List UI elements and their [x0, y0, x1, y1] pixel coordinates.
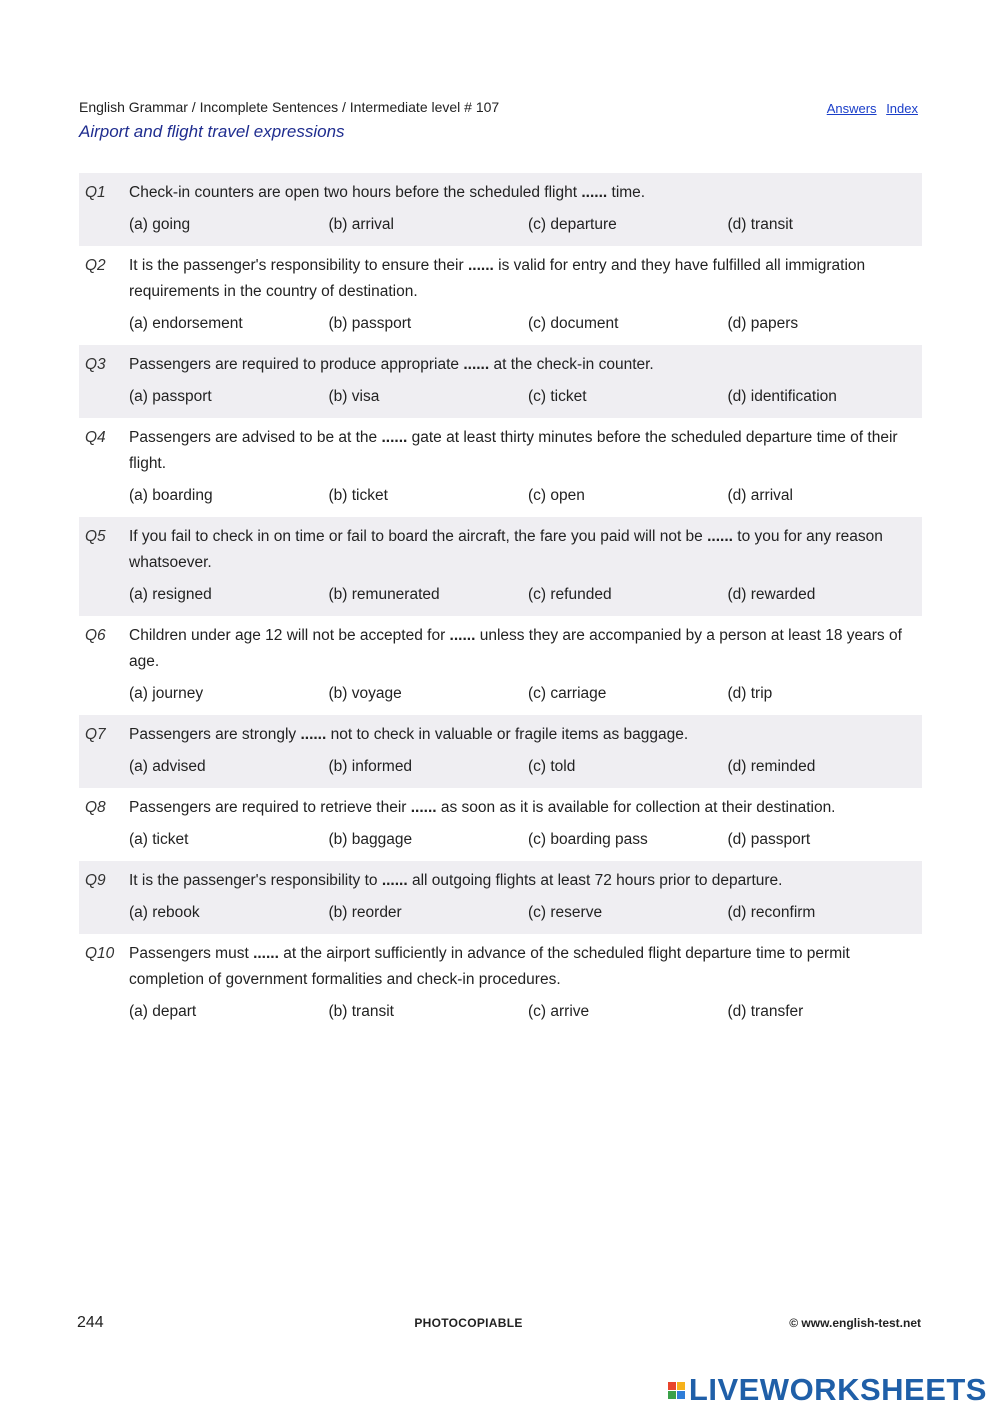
- question-list: [79, 173, 922, 1033]
- question-text: [129, 425, 922, 477]
- logo-tile: [677, 1391, 685, 1399]
- answer-option[interactable]: (a) journey: [129, 685, 204, 702]
- answer-option[interactable]: (c) reserve: [528, 904, 603, 921]
- question-text: [129, 868, 922, 894]
- blank-marker: ......: [381, 429, 408, 446]
- liveworksheets-logo: [668, 1372, 987, 1408]
- question-text-part: unless they are accompanied by a person at least 18 years of age.: [129, 627, 902, 670]
- question-number: Q9: [85, 872, 106, 889]
- answers-link[interactable]: Answers: [826, 101, 877, 116]
- photocopiable-label: PHOTOCOPIABLE: [414, 1316, 523, 1330]
- answer-option[interactable]: (c) ticket: [528, 388, 587, 405]
- breadcrumb: English Grammar / Incomplete Sentences / Intermediate level # 107: [79, 99, 500, 115]
- blank-marker: ......: [467, 257, 494, 274]
- answer-option[interactable]: (b) passport: [328, 315, 412, 332]
- question-text-part: as soon as it is available for collection at their destination.: [436, 799, 836, 816]
- question-item: [79, 788, 922, 861]
- question-text: [129, 722, 922, 748]
- page-title: Airport and flight travel expressions: [79, 122, 345, 141]
- blank-marker: ......: [381, 872, 408, 889]
- answer-options: [129, 384, 922, 410]
- answer-option[interactable]: (b) ticket: [328, 487, 388, 504]
- answer-option[interactable]: (b) informed: [328, 758, 413, 775]
- blank-marker: ......: [253, 945, 279, 962]
- answer-options: [129, 999, 922, 1025]
- question-text: [129, 180, 922, 206]
- answer-option[interactable]: (c) boarding pass: [528, 831, 648, 848]
- blank-marker: ......: [581, 184, 608, 201]
- answer-option[interactable]: (c) arrive: [528, 1003, 590, 1020]
- question-text-part: is valid for entry and they have fulfilled all immigration requirements in the country of destination.: [129, 257, 866, 300]
- question-item: [79, 418, 922, 517]
- question-text-part: at the airport sufficiently in advance of the scheduled flight departure time to permit completion of government formalities and check-in procedures.: [129, 945, 850, 988]
- question-item: [79, 934, 922, 1033]
- answer-options: [129, 483, 922, 509]
- question-number: Q8: [85, 799, 106, 816]
- answer-option[interactable]: (b) transit: [328, 1003, 394, 1020]
- page-number: 244: [77, 1314, 104, 1331]
- copyright: © www.english-test.net: [789, 1316, 921, 1330]
- answer-option[interactable]: (a) passport: [129, 388, 212, 405]
- answer-option[interactable]: (c) open: [528, 487, 585, 504]
- answer-option[interactable]: (d) transfer: [727, 1003, 804, 1020]
- answer-option[interactable]: (a) resigned: [129, 586, 212, 603]
- question-item: [79, 345, 922, 418]
- question-text-part: Passengers are strongly: [129, 726, 301, 743]
- answer-option[interactable]: (a) depart: [129, 1003, 197, 1020]
- brand-name: LIVEWORKSHEETS: [688, 1372, 987, 1407]
- answer-option[interactable]: (c) carriage: [528, 685, 607, 702]
- question-text: [129, 623, 922, 675]
- question-text-part: It is the passenger's responsibility to: [129, 872, 382, 889]
- answer-option[interactable]: (a) ticket: [129, 831, 189, 848]
- answer-option[interactable]: (d) arrival: [727, 487, 793, 504]
- question-text-part: time.: [607, 184, 646, 201]
- answer-option[interactable]: (a) boarding: [129, 487, 213, 504]
- question-text: [129, 352, 922, 378]
- answer-option[interactable]: (d) trip: [727, 685, 773, 702]
- question-text-part: not to check in valuable or fragile items as baggage.: [326, 726, 689, 743]
- answer-option[interactable]: (a) going: [129, 216, 191, 233]
- header-links: [821, 101, 918, 116]
- answer-option[interactable]: (c) document: [528, 315, 619, 332]
- question-item: [79, 173, 922, 246]
- answer-option[interactable]: (b) reorder: [328, 904, 402, 921]
- question-item: [79, 861, 922, 934]
- question-number: Q2: [85, 257, 106, 274]
- question-item: [79, 246, 922, 345]
- answer-option[interactable]: (d) passport: [727, 831, 811, 848]
- blank-marker: ......: [707, 528, 733, 545]
- answer-options: [129, 900, 922, 926]
- question-item: [79, 715, 922, 788]
- logo-tile: [668, 1391, 676, 1399]
- logo-tile: [677, 1382, 685, 1390]
- answer-option[interactable]: (b) visa: [328, 388, 380, 405]
- question-text-part: If you fail to check in on time or fail to board the aircraft, the fare you paid will not be: [129, 528, 708, 545]
- answer-option[interactable]: (b) arrival: [328, 216, 394, 233]
- question-text-part: It is the passenger's responsibility to ensure their: [129, 257, 468, 274]
- question-text-part: all outgoing flights at least 72 hours prior to departure.: [407, 872, 783, 889]
- question-number: Q5: [85, 528, 106, 545]
- question-text: [129, 795, 922, 821]
- blank-marker: ......: [410, 799, 437, 816]
- answer-option[interactable]: (b) voyage: [328, 685, 402, 702]
- question-number: Q6: [85, 627, 106, 644]
- answer-option[interactable]: (a) rebook: [129, 904, 200, 921]
- answer-option[interactable]: (d) identification: [727, 388, 837, 405]
- question-number: Q10: [85, 945, 115, 962]
- liveworksheets-icon: [668, 1382, 685, 1399]
- answer-options: [129, 311, 922, 337]
- blank-marker: ......: [449, 627, 476, 644]
- question-text-part: to you for any reason whatsoever.: [129, 528, 883, 571]
- answer-option[interactable]: (a) endorsement: [129, 315, 243, 332]
- answer-option[interactable]: (c) told: [528, 758, 576, 775]
- question-text-part: Passengers must: [129, 945, 254, 962]
- question-text-part: Passengers are required to retrieve their: [129, 799, 411, 816]
- answer-options: [129, 681, 922, 707]
- blank-marker: ......: [463, 356, 490, 373]
- answer-option[interactable]: (b) baggage: [328, 831, 413, 848]
- answer-option[interactable]: (a) advised: [129, 758, 206, 775]
- answer-option[interactable]: (c) refunded: [528, 586, 612, 603]
- answer-options: [129, 827, 922, 853]
- question-number: Q3: [85, 356, 106, 373]
- answer-option[interactable]: (d) rewarded: [727, 586, 816, 603]
- index-link[interactable]: Index: [886, 101, 918, 116]
- question-text: [129, 941, 922, 993]
- question-text-part: at the check-in counter.: [489, 356, 654, 373]
- answer-option[interactable]: (b) remunerated: [328, 586, 440, 603]
- question-number: Q4: [85, 429, 106, 446]
- logo-tile: [668, 1382, 676, 1390]
- answer-options: [129, 582, 922, 608]
- question-text-part: gate at least thirty minutes before the scheduled departure time of their flight.: [129, 429, 898, 472]
- question-text-part: Passengers are required to produce appropriate: [129, 356, 464, 373]
- question-number: Q1: [85, 184, 106, 201]
- question-text: [129, 524, 922, 576]
- question-text-part: Passengers are advised to be at the: [129, 429, 382, 446]
- question-number: Q7: [85, 726, 106, 743]
- blank-marker: ......: [300, 726, 327, 743]
- answer-option[interactable]: (c) departure: [528, 216, 617, 233]
- answer-option[interactable]: (d) reconfirm: [727, 904, 816, 921]
- answer-options: [129, 212, 922, 238]
- answer-option[interactable]: (d) reminded: [727, 758, 816, 775]
- question-text-part: Children under age 12 will not be accepted for: [129, 627, 450, 644]
- question-text-part: Check-in counters are open two hours before the scheduled flight: [129, 184, 582, 201]
- question-text: [129, 253, 922, 305]
- answer-option[interactable]: (d) papers: [727, 315, 799, 332]
- question-item: [79, 517, 922, 616]
- answer-options: [129, 754, 922, 780]
- answer-option[interactable]: (d) transit: [727, 216, 793, 233]
- question-item: [79, 616, 922, 715]
